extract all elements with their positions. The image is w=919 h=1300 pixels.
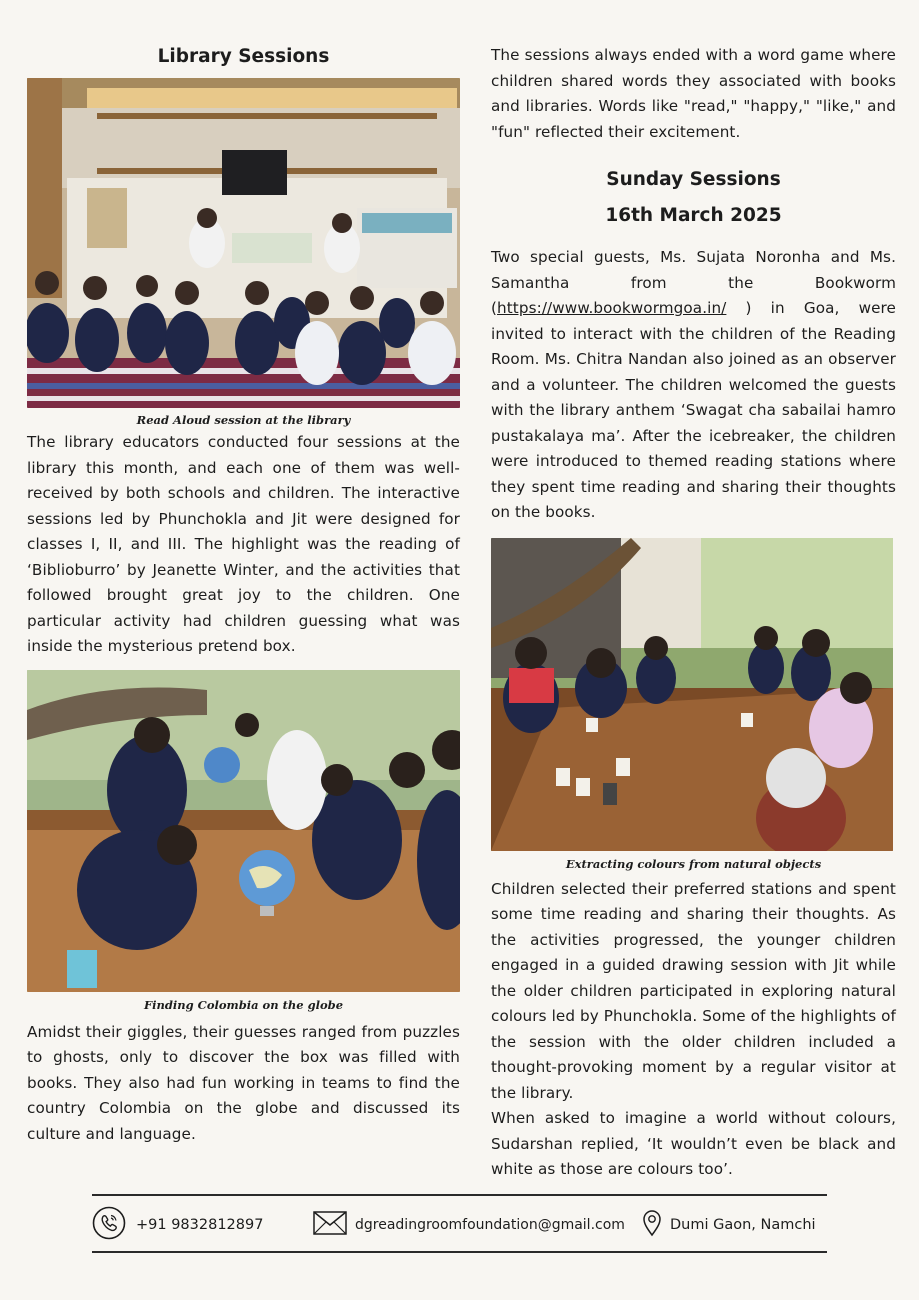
guests-paragraph <box>491 245 896 526</box>
globe-photo <box>27 670 460 992</box>
location-pin-icon <box>642 1209 662 1241</box>
address-text: Dumi Gaon, Namchi <box>670 1217 816 1233</box>
natural-colours-caption: Extracting colours from natural objects <box>565 856 822 871</box>
mail-icon <box>313 1211 347 1239</box>
footer-top-rule <box>92 1194 827 1196</box>
guests-text-start: Two special guests, Ms. Sujata Noronha and Ms. Samantha from the Bookworm ( <box>491 248 896 317</box>
sudarshan-paragraph: When asked to imagine a world without colours, Sudarshan replied, ‘It wouldn’t even be black and white as those are colours too’. <box>491 1109 896 1178</box>
read-aloud-photo <box>27 78 460 408</box>
word-game-paragraph: The sessions always ended with a word game where children shared words they associated with books and libraries. Words like "read," "happy," "like," and "fun" reflected their excitement. <box>491 46 896 141</box>
stations-paragraph: Children selected their preferred stations and spent some time reading and sharing their thoughts. As the activities progressed, the younger children engaged in a guided drawing session with Jit while the older children participated in exploring natural colours led by Phunchokla. Some of the highlights of the session with the older children included a thought-provoking moment by a regular visitor at the library. <box>491 879 896 1102</box>
session-date: 16th March 2025 <box>605 205 782 226</box>
read-aloud-caption: Read Aloud session at the library <box>136 413 351 427</box>
footer <box>92 1202 827 1248</box>
footer-phone <box>92 1206 263 1244</box>
library-sessions-heading: Library Sessions <box>157 46 330 67</box>
phone-icon <box>92 1206 126 1244</box>
guests-text-end: ) in Goa, were invited to interact with the children of the Reading Room. Ms. Chitra Nandan also joined as an observer and a volunteer. The children welcomed the guests with the library anthem ‘Swagat cha sabailai hamro pustakalaya ma’. After the icebreaker, the children were introduced to themed reading stations where they spent time reading and sharing their thoughts on the books. <box>491 299 896 521</box>
sunday-sessions-heading: Sunday Sessions <box>606 169 781 190</box>
guesses-paragraph: Amidst their giggles, their guesses ranged from puzzles to ghosts, only to discover the box was filled with books. They also had fun working in teams to find the country Colombia on the globe and discussed its culture and language. <box>27 1022 460 1143</box>
phone-number[interactable]: +91 9832812897 <box>136 1217 264 1233</box>
footer-email <box>313 1211 625 1239</box>
natural-colours-photo <box>491 538 893 851</box>
footer-bottom-rule <box>92 1251 827 1253</box>
left-column <box>27 44 460 1147</box>
globe-caption: Finding Colombia on the globe <box>143 997 344 1012</box>
email-address[interactable]: dgreadingroomfoundation@gmail.com <box>355 1217 625 1233</box>
right-column <box>491 44 896 1183</box>
footer-address <box>642 1209 816 1241</box>
bookworm-link[interactable]: https://www.bookwormgoa.in/ <box>497 299 727 317</box>
library-sessions-paragraph: The library educators conducted four sessions at the library this month, and each one of them was well-received by both schools and children. The interactive sessions led by Phunchokla and Jit were designed for classes I, II, and III. The highlight was the reading of ‘Biblioburro’ by Jeanette Winter, and the activities that followed brought great joy to the children. One particular activity had children guessing what was inside the mysterious pretend box. <box>27 433 460 655</box>
